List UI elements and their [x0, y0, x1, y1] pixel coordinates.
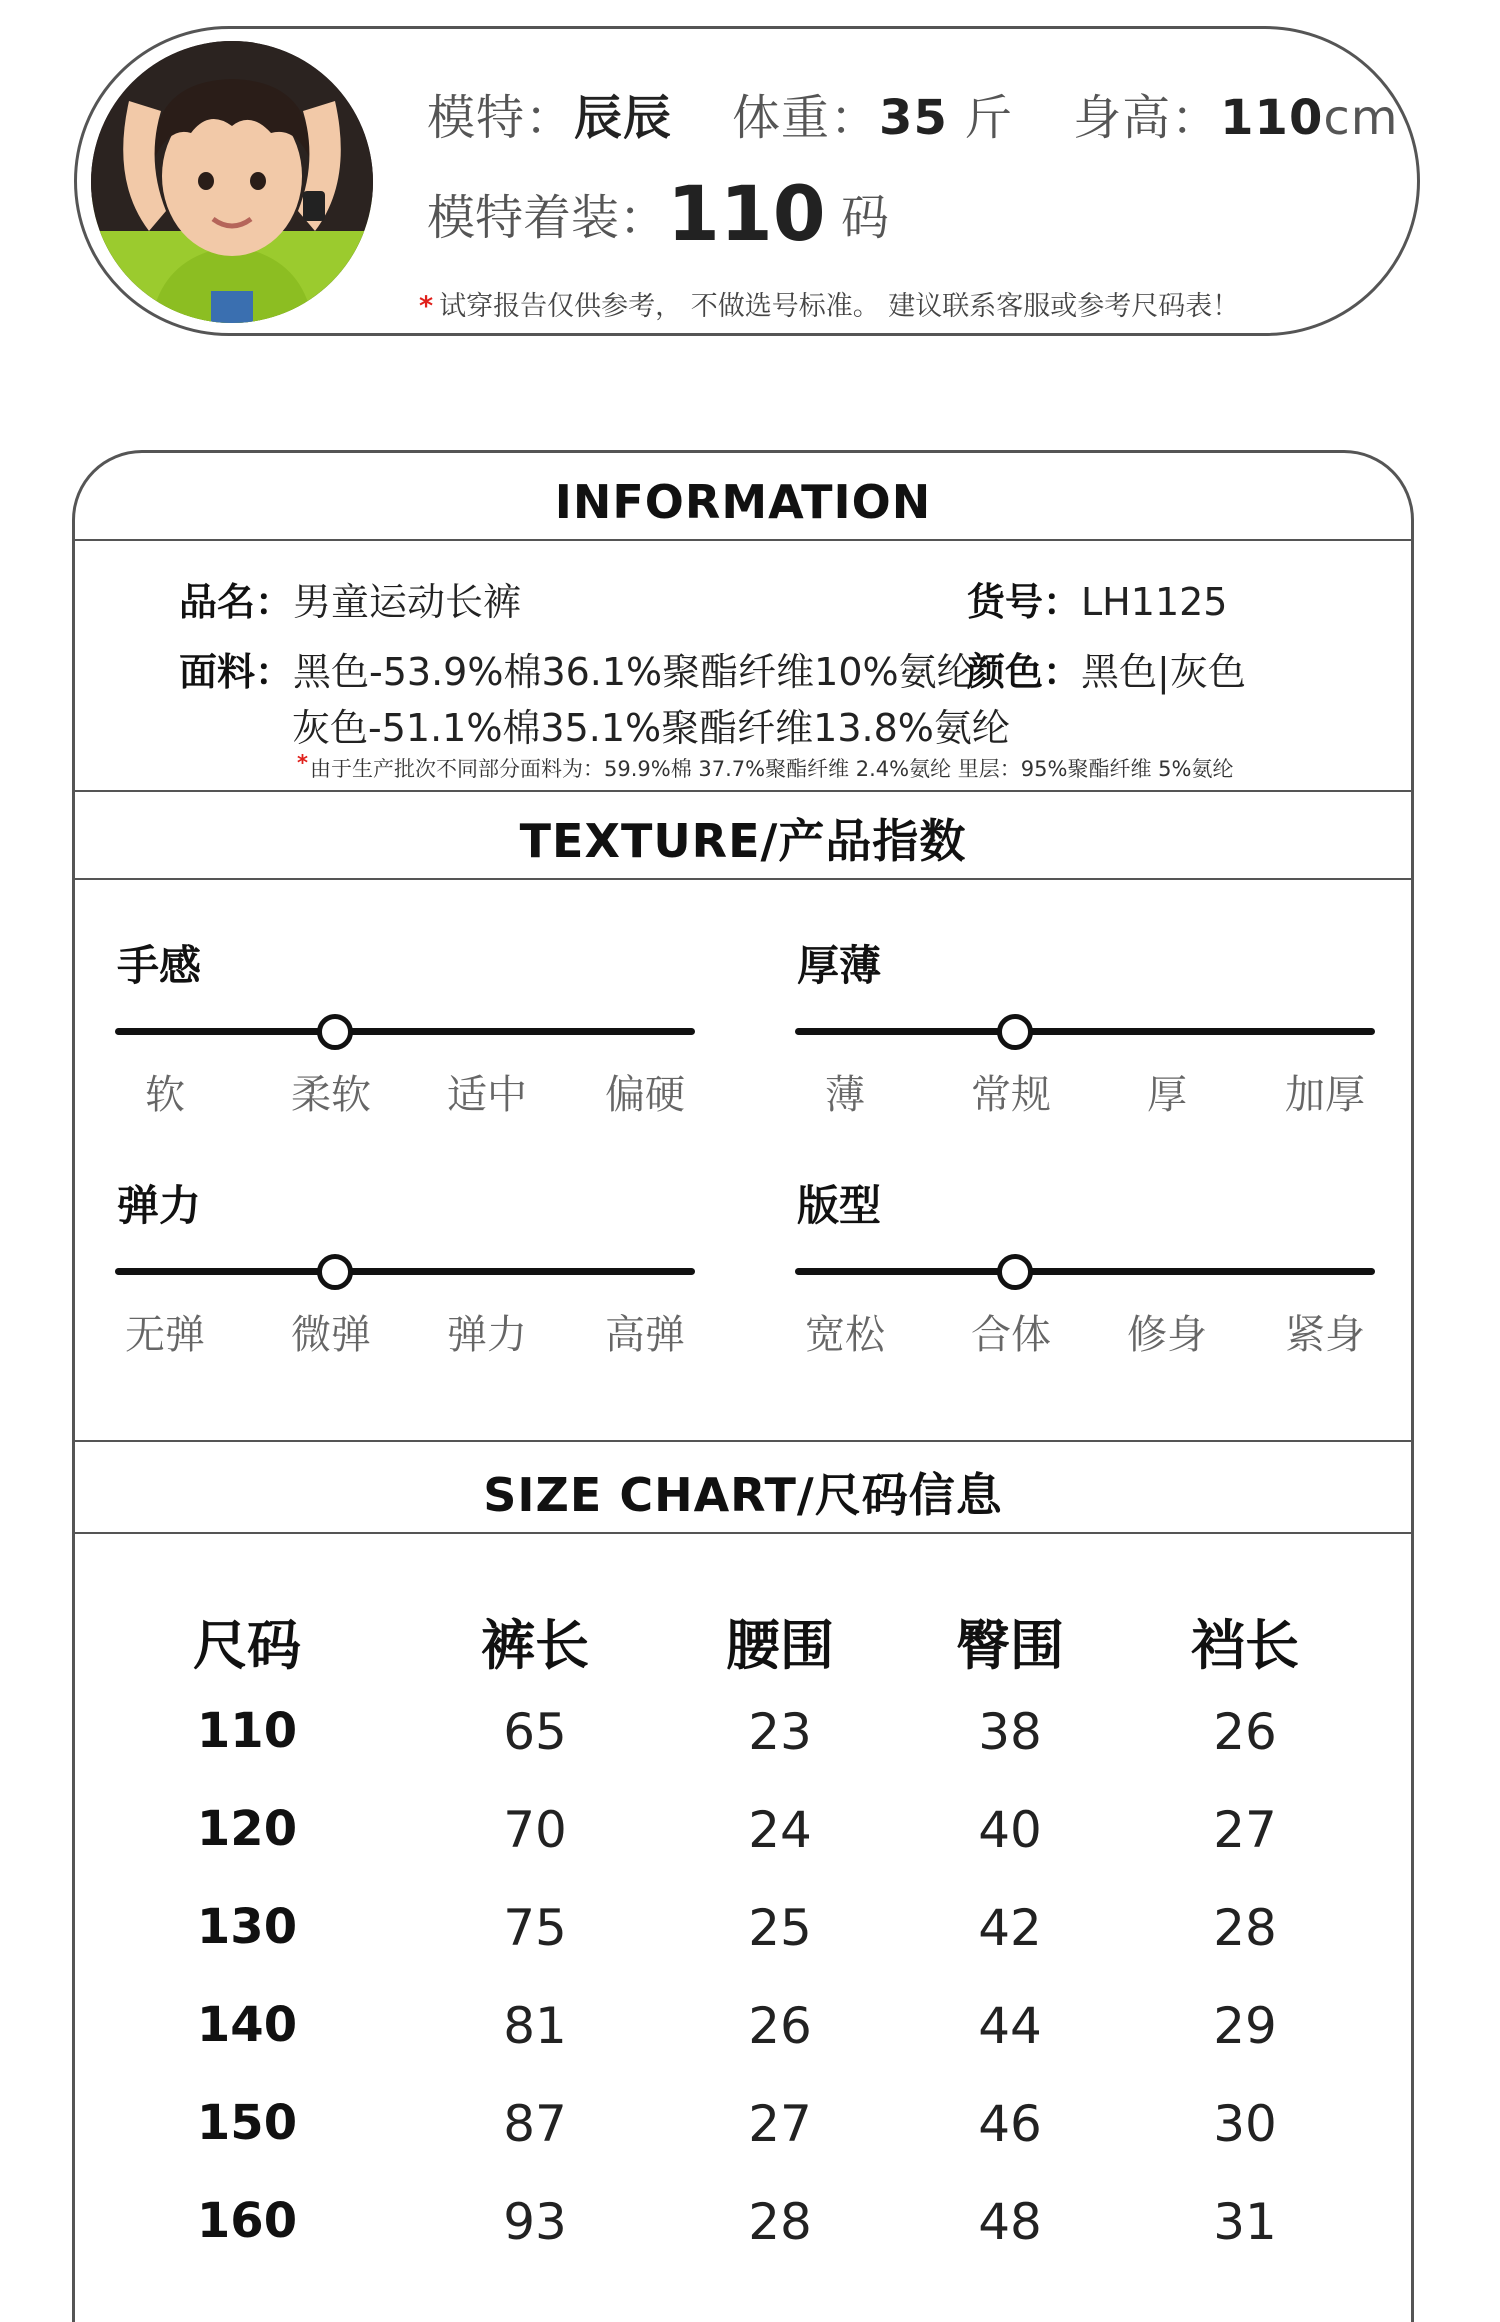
information-title: INFORMATION: [554, 475, 932, 529]
model-card: [74, 26, 1420, 336]
model-photo-image: [91, 41, 373, 323]
measure-cell: 70: [503, 1801, 567, 1859]
size-cell: 120: [196, 1801, 298, 1857]
divider: [75, 1440, 1411, 1442]
divider: [75, 878, 1411, 880]
product-name-label: 品名：: [179, 580, 294, 624]
slider-track: [795, 1268, 1375, 1275]
slider-track: [115, 1028, 695, 1035]
measure-cell: 42: [978, 1899, 1042, 1957]
metric-3: [115, 1173, 695, 1373]
slider-track: [795, 1028, 1375, 1035]
slider-option: 微弹: [291, 1312, 371, 1358]
wearing-size: 110: [667, 169, 826, 258]
slider-option: 高弹: [605, 1312, 685, 1358]
fabric-line-1: 黑色-53.9%棉36.1%聚酯纤维10%氨纶: [293, 650, 975, 694]
slider-knob: [317, 1014, 353, 1050]
texture-title: TEXTURE/产品指数: [519, 814, 967, 868]
fine-note-star: *: [297, 751, 308, 775]
column-header: 裤长: [481, 1614, 589, 1677]
slider-option: 薄: [825, 1072, 865, 1118]
measure-cell: 30: [1213, 2095, 1277, 2153]
measure-cell: 26: [748, 1997, 812, 2055]
size-cell: 110: [196, 1703, 298, 1759]
column-header: 腰围: [726, 1614, 834, 1677]
slider-option: 厚: [1147, 1072, 1187, 1118]
measure-cell: 27: [1213, 1801, 1277, 1859]
sku-value: LH1125: [1081, 580, 1228, 624]
measure-cell: 44: [978, 1997, 1042, 2055]
measure-cell: 26: [1213, 1703, 1277, 1761]
measure-cell: 81: [503, 1997, 567, 2055]
fabric-line-2: 灰色-51.1%棉35.1%聚酯纤维13.8%氨纶: [292, 706, 1010, 750]
height-unit: cm: [1323, 90, 1399, 146]
slider-option: 软: [145, 1072, 185, 1118]
sku-label: 货号：: [967, 580, 1082, 624]
slider-option: 偏硬: [605, 1072, 685, 1118]
measure-cell: 24: [748, 1801, 812, 1859]
measure-cell: 46: [978, 2095, 1042, 2153]
slider-knob: [997, 1014, 1033, 1050]
column-header: 尺码: [193, 1614, 301, 1677]
size-chart-title: SIZE CHART/尺码信息: [483, 1468, 1003, 1522]
model-name: 辰辰: [574, 90, 673, 146]
product-info-box: [72, 450, 1414, 2322]
metric-title: 厚薄: [797, 941, 882, 990]
size-cell: 150: [196, 2095, 298, 2151]
measure-cell: 25: [748, 1899, 812, 1957]
column-header: 裆长: [1191, 1614, 1299, 1677]
measure-cell: 29: [1213, 1997, 1277, 2055]
model-wearing-line: [427, 169, 889, 258]
weight-label: 体重：: [732, 90, 880, 146]
measure-cell: 38: [978, 1703, 1042, 1761]
product-name-value: 男童运动长裤: [293, 580, 522, 624]
fabric-label: 面料：: [179, 650, 294, 694]
wearing-label: 模特着装：: [427, 190, 668, 246]
weight-value: 35: [879, 90, 948, 146]
slider-option: 修身: [1127, 1312, 1207, 1358]
measure-cell: 40: [978, 1801, 1042, 1859]
fabric-line-2-row: [292, 697, 1010, 752]
slider-knob: [317, 1254, 353, 1290]
model-note: [419, 284, 1239, 323]
slider-option: 合体: [971, 1312, 1051, 1358]
slider-option: 加厚: [1285, 1072, 1365, 1118]
slider-labels: [795, 1063, 1375, 1118]
size-cell: 140: [196, 1997, 298, 2053]
metric-4: [795, 1173, 1375, 1373]
wearing-unit: 码: [840, 190, 889, 246]
slider-labels: [795, 1303, 1375, 1358]
slider-option: 常规: [971, 1072, 1051, 1118]
measure-cell: 23: [748, 1703, 812, 1761]
metric-2: [795, 933, 1375, 1133]
slider-track: [115, 1268, 695, 1275]
column-header: 臀围: [956, 1614, 1064, 1677]
measure-cell: 48: [978, 2193, 1042, 2251]
weight-unit: 斤: [964, 90, 1014, 146]
slider-option: 紧身: [1285, 1312, 1365, 1358]
color-label: 颜色：: [967, 650, 1082, 694]
divider: [75, 539, 1411, 541]
measure-cell: 28: [748, 2193, 812, 2251]
measure-cell: 75: [503, 1899, 567, 1957]
slider-option: 宽松: [805, 1312, 885, 1358]
height-value: 110: [1220, 90, 1324, 146]
divider: [75, 1532, 1411, 1534]
size-cell: 160: [196, 2193, 298, 2249]
measure-cell: 93: [503, 2193, 567, 2251]
fine-note-text: 由于生产批次不同部分面料为：59.9%棉 37.7%聚酯纤维 2.4%氨纶 里层：95%聚酯纤维 5%氨纶: [309, 757, 1234, 781]
metric-title: 弹力: [117, 1181, 202, 1230]
note-text: 试穿报告仅供参考， 不做选号标准。 建议联系客服或参考尺码表！: [439, 291, 1240, 322]
metric-1: [115, 933, 695, 1133]
note-star: *: [419, 291, 434, 322]
measure-cell: 28: [1213, 1899, 1277, 1957]
model-label: 模特：: [427, 90, 575, 146]
sku-row: [967, 571, 1227, 626]
slider-option: 无弹: [125, 1312, 205, 1358]
measure-cell: 27: [748, 2095, 812, 2153]
slider-option: 柔软: [291, 1072, 371, 1118]
color-value: 黑色|灰色: [1081, 650, 1246, 694]
metric-title: 版型: [797, 1181, 882, 1230]
height-label: 身高：: [1073, 90, 1221, 146]
metric-title: 手感: [117, 941, 202, 990]
model-avatar: [91, 41, 373, 323]
fabric-row: [179, 641, 975, 696]
slider-labels: [115, 1303, 695, 1358]
measure-cell: 31: [1213, 2193, 1277, 2251]
measure-cell: 65: [503, 1703, 567, 1761]
size-cell: 130: [196, 1899, 298, 1955]
divider: [75, 790, 1411, 792]
fabric-fine-note: [297, 751, 1233, 783]
slider-option: 适中: [447, 1072, 527, 1118]
measure-cell: 87: [503, 2095, 567, 2153]
slider-option: 弹力: [447, 1312, 527, 1358]
product-name-row: [179, 571, 521, 626]
color-row: [967, 641, 1246, 696]
slider-labels: [115, 1063, 695, 1118]
slider-knob: [997, 1254, 1033, 1290]
model-stats-line: [427, 79, 1399, 148]
